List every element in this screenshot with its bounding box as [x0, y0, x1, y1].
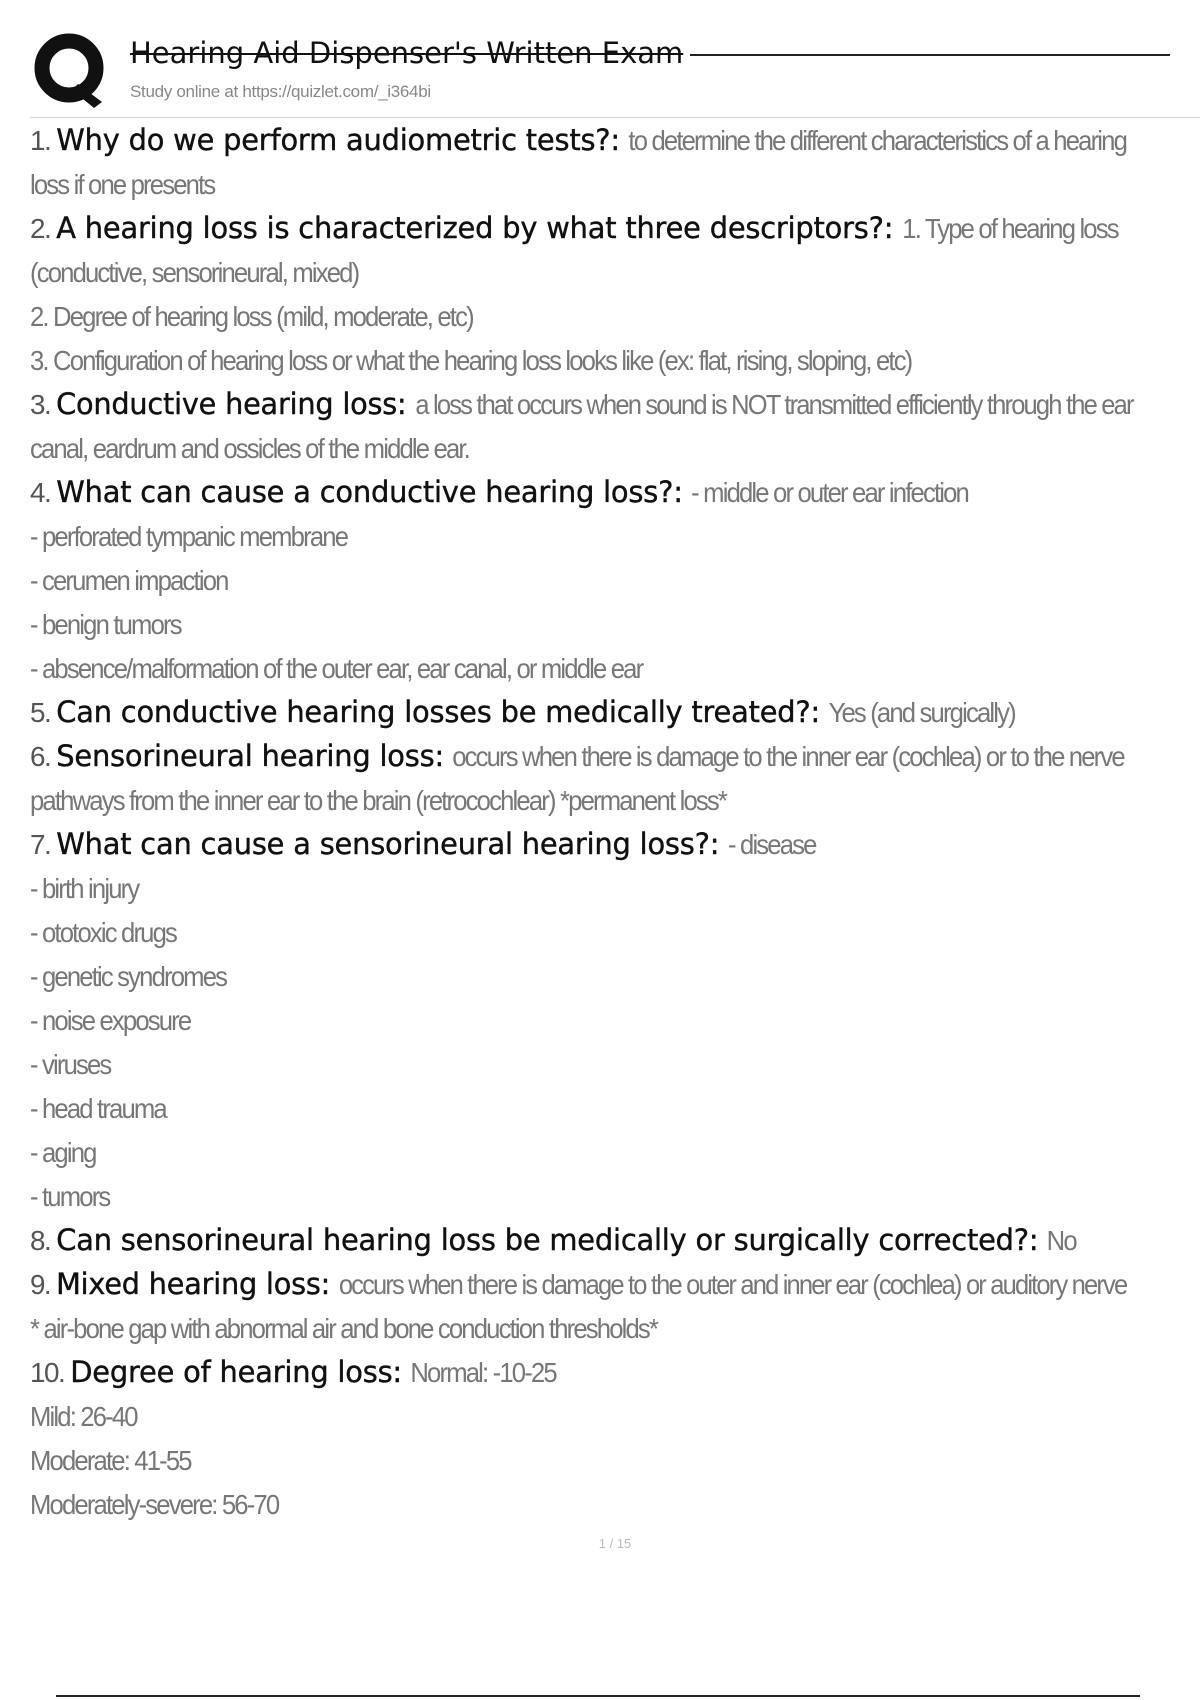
definition-line	[30, 954, 1195, 998]
definition-text: - benign tumors	[30, 609, 181, 640]
item-number: 8.	[30, 1225, 51, 1256]
item-number: 6.	[30, 741, 51, 772]
item-number: 4.	[30, 477, 51, 508]
definition-line	[30, 250, 1195, 294]
definition-text: - disease	[727, 829, 816, 860]
definition-text: - head trauma	[30, 1093, 166, 1124]
definition-line	[30, 1042, 1195, 1086]
definition-text: - viruses	[30, 1049, 111, 1080]
definition-text: - noise exposure	[30, 1005, 191, 1036]
definition-text: - cerumen impaction	[30, 565, 228, 596]
definition-text: a loss that occurs when sound is NOT transmitted efficiently through the ear	[415, 389, 1133, 420]
definition-line	[30, 998, 1195, 1042]
definition-text: - aging	[30, 1137, 96, 1168]
flashcard-list	[30, 118, 1200, 1526]
definition-line	[30, 426, 1195, 470]
definition-text: occurs when there is damage to the outer and inner ear (cochlea) or auditory nerve	[338, 1269, 1127, 1300]
item-number: 2.	[30, 213, 51, 244]
definition-line	[30, 1482, 1195, 1526]
definition-line	[30, 1174, 1195, 1218]
definition-line	[30, 910, 1195, 954]
definition-text: Mild: 26-40	[30, 1401, 137, 1432]
flashcard-item	[30, 206, 1195, 250]
term-text: Conductive hearing loss:	[56, 387, 407, 421]
definition-text: to determine the different characteristics of a hearing	[628, 125, 1127, 156]
definition-text: - absence/malformation of the outer ear, ear canal, or middle ear	[30, 653, 643, 684]
term-text: Degree of hearing loss:	[70, 1355, 402, 1389]
definition-text: - genetic syndromes	[30, 961, 227, 992]
flashcard-item	[30, 1262, 1188, 1306]
term-text: Why do we perform audiometric tests?:	[56, 123, 620, 157]
definition-text: (conductive, sensorineural, mixed)	[30, 257, 359, 288]
definition-text: - tumors	[30, 1181, 110, 1212]
definition-line	[30, 1438, 1195, 1482]
term-text: What can cause a sensorineural hearing loss?:	[56, 827, 720, 861]
definition-line	[30, 1130, 1195, 1174]
definition-text: loss if one presents	[30, 169, 215, 200]
study-online-link[interactable]: Study online at https://quizlet.com/_i364bi	[130, 82, 431, 101]
definition-line	[30, 338, 1195, 382]
flashcard-item	[30, 382, 1189, 426]
flashcard-item	[30, 1350, 1195, 1394]
term-text: A hearing loss is characterized by what three descriptors?:	[56, 211, 894, 245]
item-number: 9.	[30, 1269, 51, 1300]
definition-text: 3. Configuration of hearing loss or what the hearing loss looks like (ex: flat, rising, sloping, etc)	[30, 345, 912, 376]
definition-text: canal, eardrum and ossicles of the middle ear.	[30, 433, 469, 464]
flashcard-item	[30, 734, 1195, 778]
term-text: Can sensorineural hearing loss be medically or surgically corrected?:	[56, 1223, 1039, 1257]
definition-text: * air-bone gap with abnormal air and bone conduction thresholds*	[30, 1313, 658, 1344]
definition-text: occurs when there is damage to the inner ear (cochlea) or to the nerve	[452, 741, 1125, 772]
term-text: Mixed hearing loss:	[56, 1267, 331, 1301]
definition-text: Moderately-severe: 56-70	[30, 1489, 279, 1520]
term-text: Sensorineural hearing loss:	[56, 739, 444, 773]
definition-line	[30, 294, 1195, 338]
flashcard-item	[30, 470, 1195, 514]
term-text: What can cause a conductive hearing loss?:	[56, 475, 683, 509]
term-text: Can conductive hearing losses be medically treated?:	[56, 695, 821, 729]
definition-line	[30, 162, 1195, 206]
definition-line	[30, 602, 1195, 646]
item-number: 1.	[30, 125, 51, 156]
definition-text: pathways from the inner ear to the brain (retrocochlear) *permanent loss*	[30, 785, 727, 816]
definition-line	[30, 558, 1195, 602]
document-title: Hearing Aid Dispenser's Written Exam	[130, 36, 684, 70]
definition-line	[30, 778, 1195, 822]
title-rule	[690, 54, 1170, 56]
definition-line	[30, 866, 1195, 910]
page-header	[30, 30, 1140, 118]
flashcard-item	[30, 690, 1195, 734]
definition-line	[30, 1306, 1195, 1350]
definition-text: 2. Degree of hearing loss (mild, moderate, etc)	[30, 301, 473, 332]
quizlet-q-logo-icon	[32, 32, 110, 108]
flashcard-item	[30, 1218, 1195, 1262]
item-number: 3.	[30, 389, 51, 420]
page-number: 1 / 15	[598, 1536, 632, 1551]
item-number: 5.	[30, 697, 51, 728]
flashcard-item	[30, 118, 1195, 162]
definition-text: - middle or outer ear infection	[691, 477, 969, 508]
definition-text: - perforated tympanic membrane	[30, 521, 348, 552]
definition-text: Yes (and surgically)	[828, 697, 1015, 728]
definition-text: No	[1047, 1225, 1077, 1256]
definition-text: 1. Type of hearing loss	[901, 213, 1118, 244]
footer-divider	[56, 1695, 1140, 1697]
definition-text: - ototoxic drugs	[30, 917, 177, 948]
definition-text: - birth injury	[30, 873, 139, 904]
item-number: 10.	[30, 1357, 65, 1388]
definition-line	[30, 1394, 1195, 1438]
definition-text: Normal: -10-25	[410, 1357, 556, 1388]
definition-line	[30, 1086, 1195, 1130]
definition-text: Moderate: 41-55	[30, 1445, 191, 1476]
definition-line	[30, 514, 1195, 558]
flashcard-item	[30, 822, 1195, 866]
item-number: 7.	[30, 829, 51, 860]
definition-line	[30, 646, 1195, 690]
